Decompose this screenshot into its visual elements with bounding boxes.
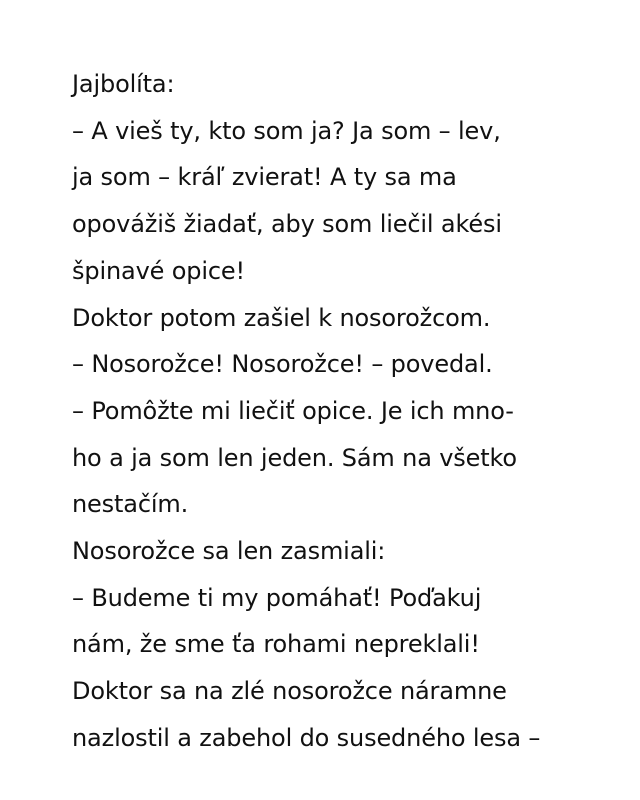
text-line: Doktor sa na zlé nosorožce náramne — [72, 677, 507, 706]
text-line: Doktor potom zašiel k nosorožcom. — [72, 303, 491, 332]
text-line: – A vieš ty, kto som ja? Ja som – lev, — [72, 116, 501, 145]
text-line: – Budeme ti my pomáhať! Poďakuj — [72, 583, 482, 612]
text-line: nestačím. — [72, 490, 189, 519]
text-line: – Pomôžte mi liečiť opice. Je ich mno- — [72, 396, 514, 425]
text-line: ho a ja som len jeden. Sám na všetko — [72, 443, 517, 472]
text-line: ja som – kráľ zvierat! A ty sa ma — [72, 163, 457, 192]
text-line: Jajbolíta: — [72, 70, 175, 98]
book-page-text — [72, 61, 612, 762]
text-line: špinavé opice! — [72, 256, 245, 285]
text-line: nazlostil a zabehol do susedného lesa – — [72, 723, 541, 752]
text-line: – Nosorožce! Nosorožce! – povedal. — [72, 350, 493, 379]
text-line: opovážiš žiadať, aby som liečil akési — [72, 210, 502, 239]
text-line: Nosorožce sa len zasmiali: — [72, 537, 386, 566]
text-line: nám, že sme ťa rohami nepreklali! — [72, 630, 480, 659]
